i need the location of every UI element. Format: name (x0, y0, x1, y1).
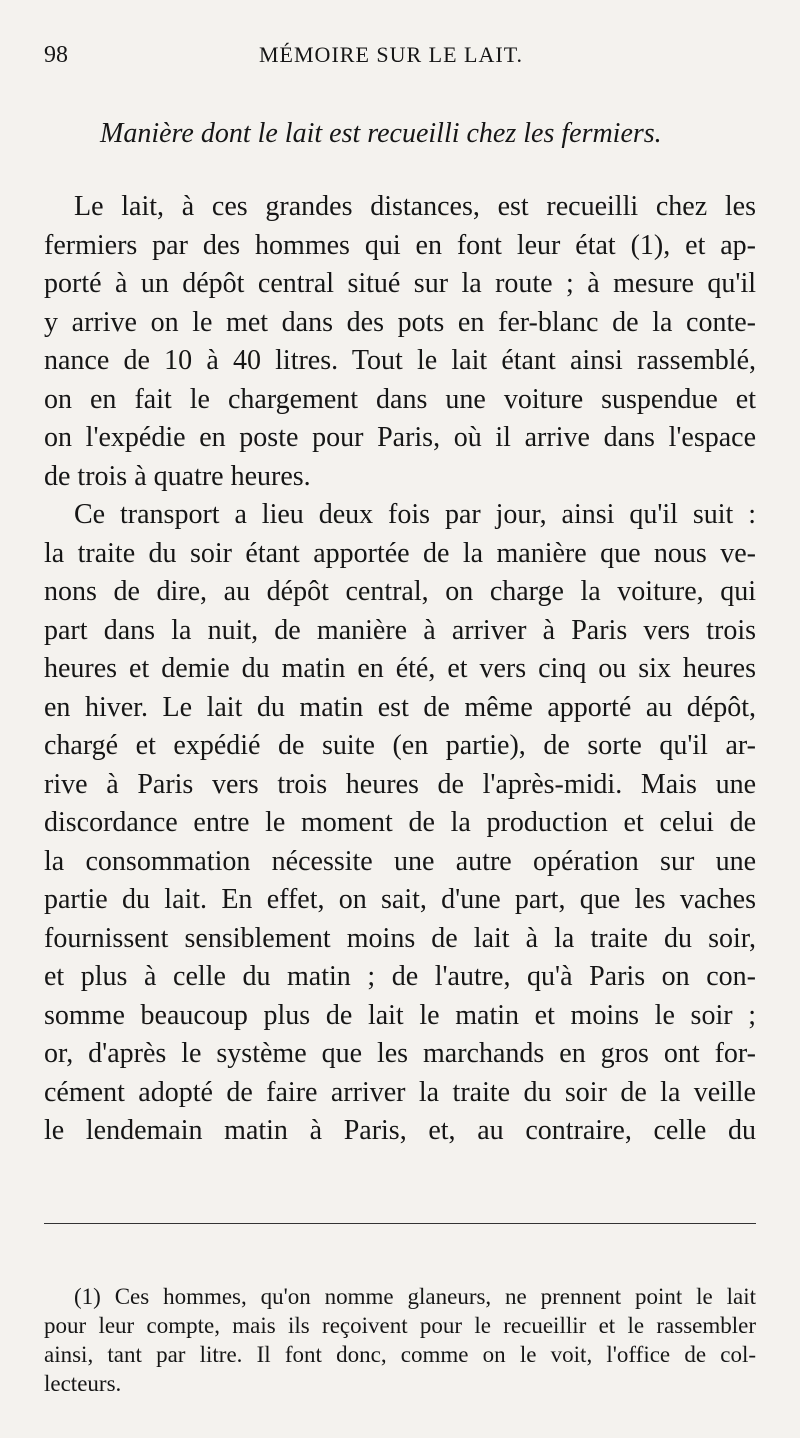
text-line: la consommation nécessite une autre opération sur une (44, 845, 756, 877)
text-line: de trois à quatre heures. (44, 460, 311, 492)
text-line: le lendemain matin à Paris, et, au contraire, celle du (44, 1115, 756, 1146)
footnote-rule (44, 1223, 756, 1224)
text-line: porté à un dépôt central situé sur la route ; à mesure qu'il (44, 268, 756, 299)
text-line: somme beaucoup plus de lait le matin et moins le soir ; (44, 999, 756, 1031)
footnote-line: (1) Ces hommes, qu'on nomme glaneurs, ne prennent point le lait (74, 1284, 756, 1309)
footnote (44, 1282, 756, 1398)
footnote-line: lecteurs. (44, 1371, 122, 1396)
text-line: on en fait le chargement dans une voiture suspendue et (44, 383, 756, 415)
text-line: part dans la nuit, de manière à arriver à Paris vers trois (44, 614, 756, 646)
text-line: nons de dire, au dépôt central, on charge la voiture, qui (44, 576, 756, 607)
text-line: en hiver. Le lait du matin est de même apporté au dépôt, (44, 691, 756, 723)
body-text (44, 188, 756, 1151)
text-line: Le lait, à ces grandes distances, est recueilli chez les (74, 191, 756, 222)
text-line: chargé et expédié de suite (en partie), de sorte qu'il ar- (44, 730, 756, 761)
text-line: on l'expédie en poste pour Paris, où il arrive dans l'espace (44, 422, 756, 453)
text-line: rive à Paris vers trois heures de l'après-midi. Mais une (44, 768, 756, 800)
text-line: or, d'après le système que les marchands en gros ont for- (44, 1038, 756, 1069)
text-line: heures et demie du matin en été, et vers cinq ou six heures (44, 653, 756, 684)
running-head: MÉMOIRE SUR LE LAIT. (259, 42, 524, 67)
text-line: Ce transport a lieu deux fois par jour, ainsi qu'il suit : (74, 499, 756, 530)
page-number: 98 (44, 42, 68, 68)
text-line: y arrive on le met dans des pots en fer-blanc de la conte- (44, 306, 756, 338)
text-line: fermiers par des hommes qui en font leur état (1), et ap- (44, 229, 756, 261)
section-title: Manière dont le lait est recueilli chez les fermiers. (100, 118, 662, 149)
footnote-line: pour leur compte, mais ils reçoivent pour le recueillir et le rassembler (44, 1313, 756, 1338)
text-line: cément adopté de faire arriver la traite du soir de la veille (44, 1076, 756, 1108)
text-line: partie du lait. En effet, on sait, d'une part, que les vaches (44, 884, 756, 915)
text-line: fournissent sensiblement moins de lait à la traite du soir, (44, 922, 756, 954)
text-line: la traite du soir étant apportée de la manière que nous ve- (44, 537, 756, 569)
text-line: discordance entre le moment de la production et celui de (44, 807, 756, 838)
text-line: nance de 10 à 40 litres. Tout le lait étant ainsi rassemblé, (44, 345, 756, 376)
footnote-line: ainsi, tant par litre. Il font donc, comme on le voit, l'office de col- (44, 1342, 756, 1367)
text-line: et plus à celle du matin ; de l'autre, qu'à Paris on con- (44, 961, 756, 992)
page-header (44, 42, 756, 76)
